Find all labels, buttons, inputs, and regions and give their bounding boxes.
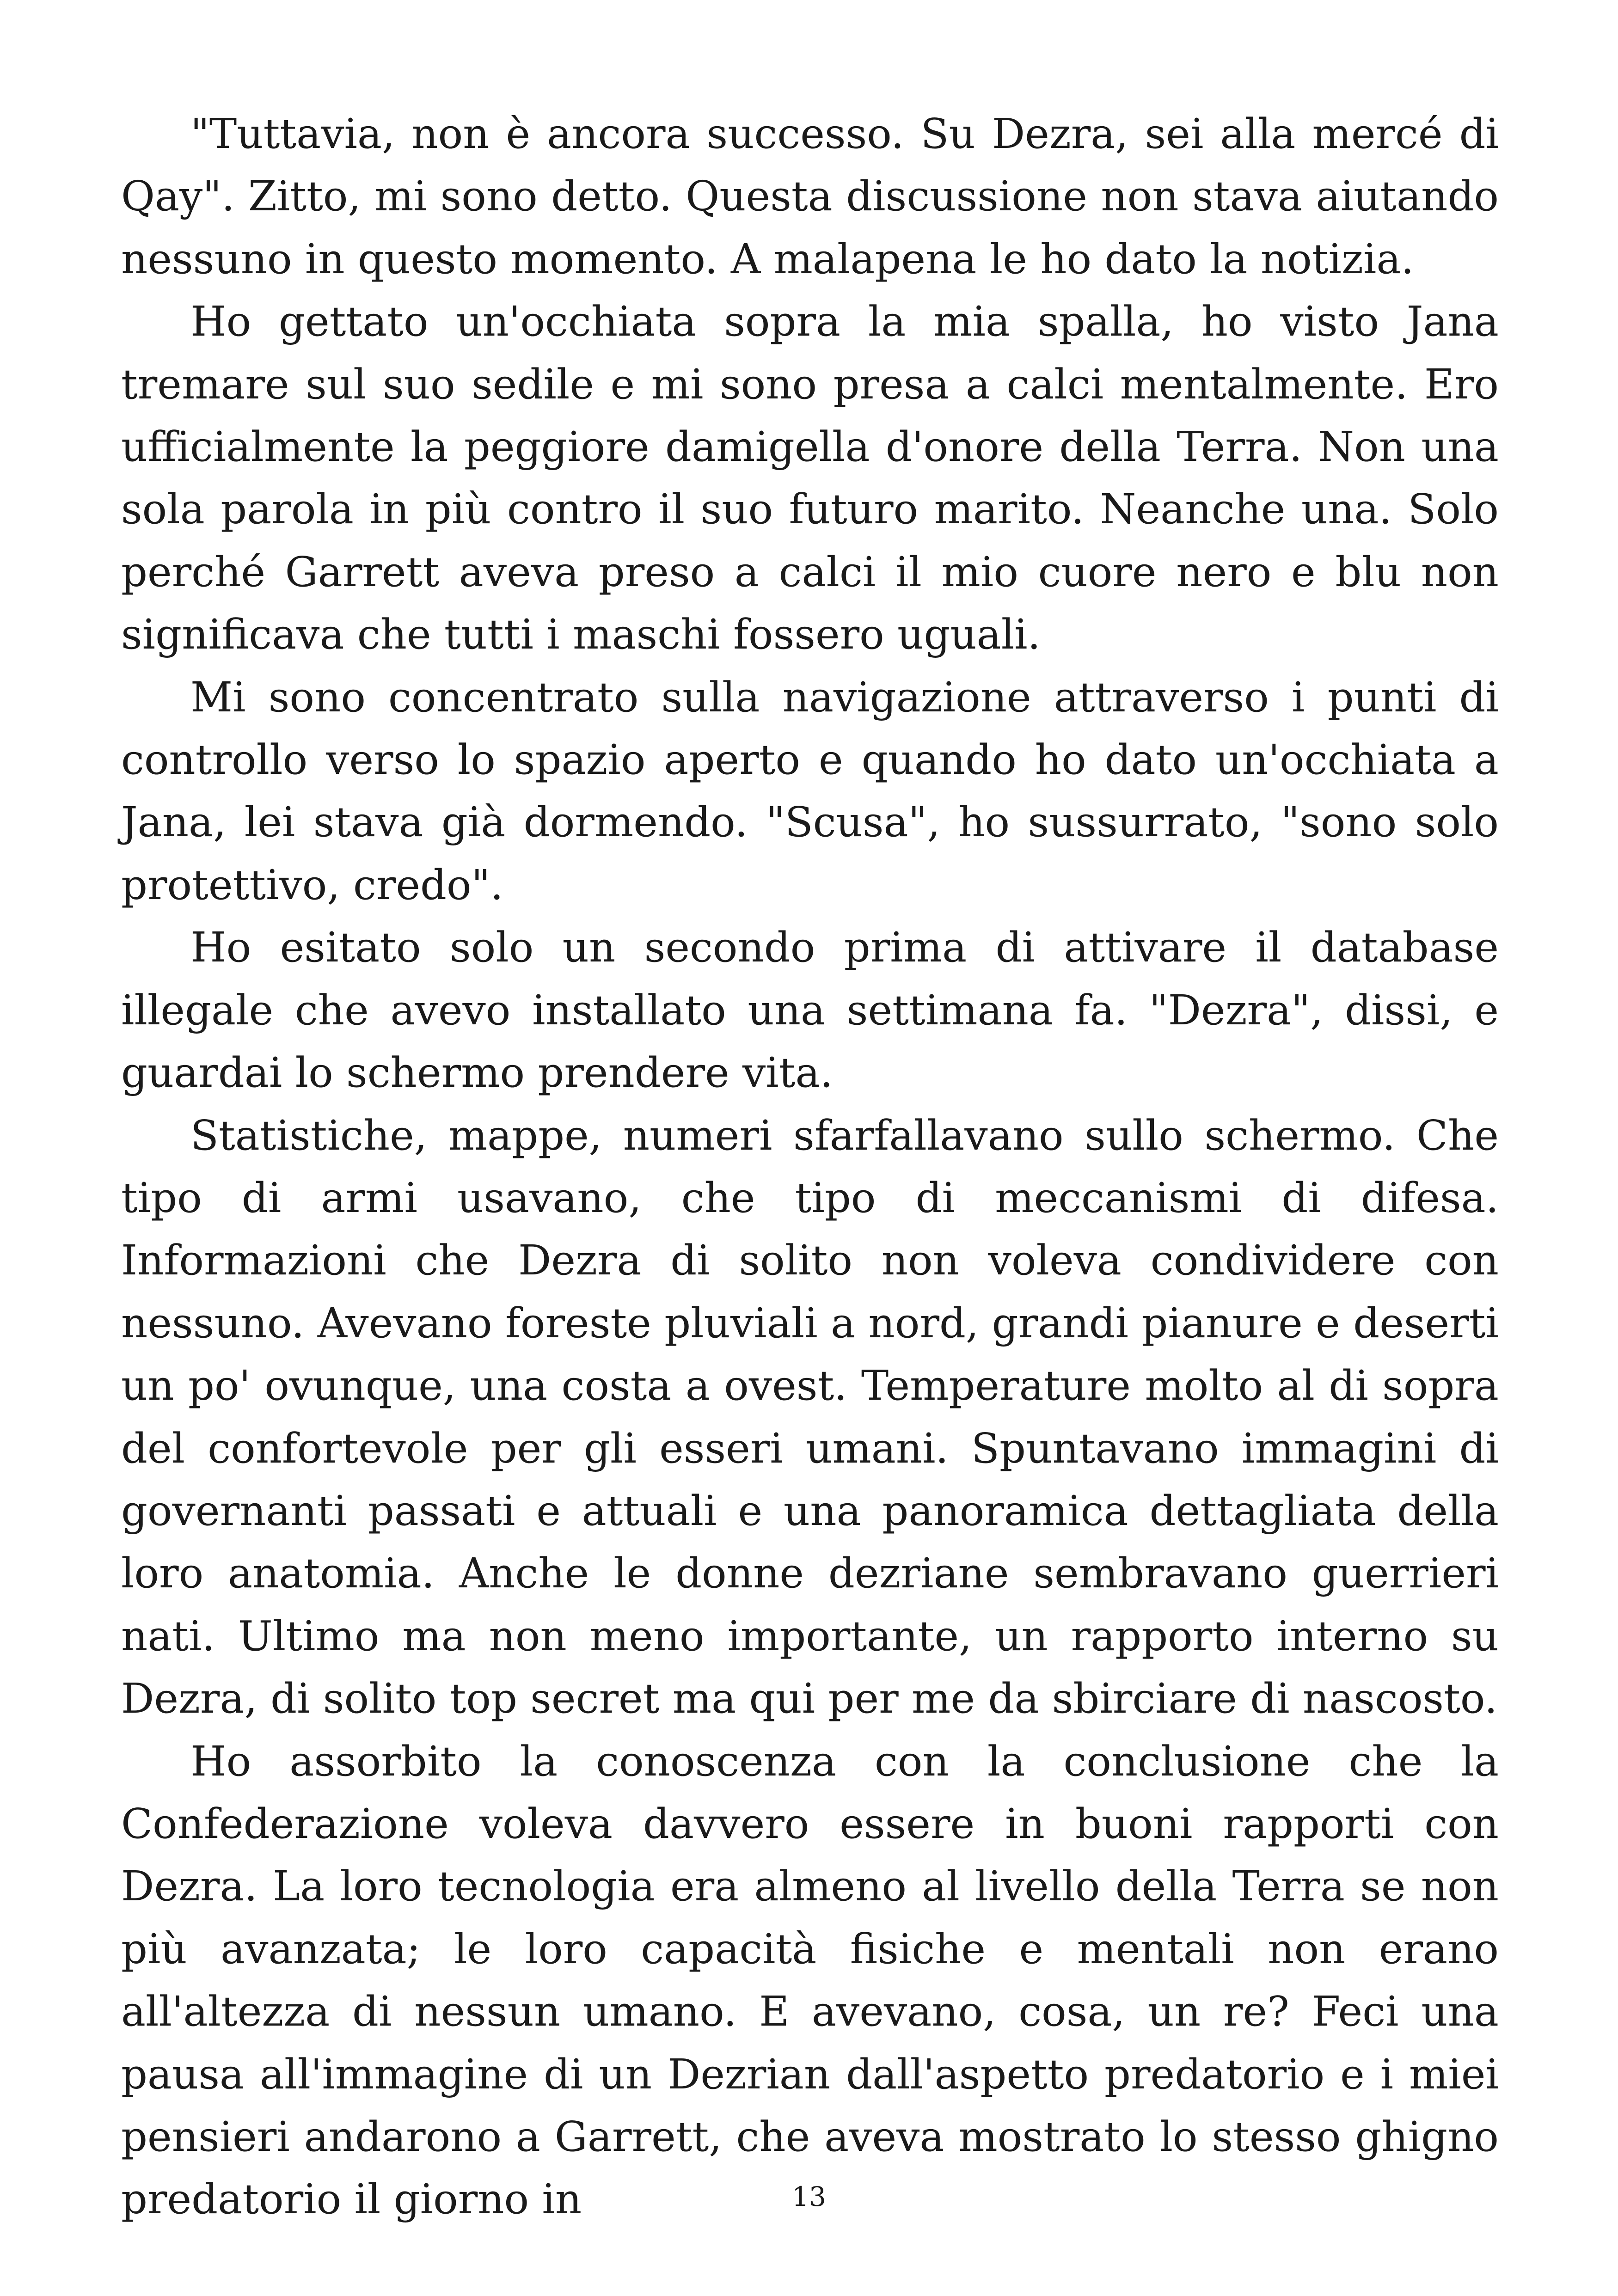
paragraph: Mi sono concentrato sulla navigazione attraverso i punti di controllo verso lo spazio aperto e quando ho dato un'occhiata a Jana, lei stava già dormendo. "Scusa", ho sussurrato, "sono solo protettivo, credo". — [121, 673, 1499, 909]
paragraph: Ho assorbito la conoscenza con la conclusione che la Confederazione voleva davvero essere in buoni rapporti con Dezra. La loro tecnologia era almeno al livello della Terra se non più avanzata; le loro capacità fisiche e mentali non erano all'altezza di nessun umano. E avevano, cosa, un re? Feci una pausa all'immagine di un Dezrian dall'aspetto predatorio e i miei pensieri andarono a Garrett, che aveva mostrato lo stesso ghigno predatorio il giorno in — [121, 1737, 1499, 2223]
paragraph: Statistiche, mappe, numeri sfarfallavano sullo schermo. Che tipo di armi usavano, che tipo di meccanismi di difesa. Informazioni che Dezra di solito non voleva condividere con nessuno. Avevano foreste pluviali a nord, grandi pianure e deserti un po' ovunque, una costa a ovest. Temperature molto al di sopra del confortevole per gli esseri umani. Spuntavano immagini di governanti passati e attuali e una panoramica dettagliata della loro anatomia. Anche le donne dezriane sembravano guerrieri nati. Ultimo ma non meno importante, un rapporto interno su Dezra, di solito top secret ma qui per me da sbirciare di nascosto. — [121, 1111, 1499, 1723]
page-number: 13 — [792, 2181, 826, 2212]
paragraph: Ho esitato solo un secondo prima di attivare il database illegale che avevo installato una settimana fa. "Dezra", dissi, e guardai lo schermo prendere vita. — [121, 923, 1499, 1097]
paragraph: "Tuttavia, non è ancora successo. Su Dezra, sei alla mercé di Qay". Zitto, mi sono detto. Questa discussione non stava aiutando nessuno in questo momento. A malapena le ho dato la notizia. — [121, 110, 1499, 283]
paragraph: Ho gettato un'occhiata sopra la mia spalla, ho visto Jana tremare sul suo sedile e mi sono presa a calci mentalmente. Ero ufficialmente la peggiore damigella d'onore della Terra. Non una sola parola in più contro il suo futuro marito. Neanche una. Solo perché Garrett aveva preso a calci il mio cuore nero e blu non significava che tutti i maschi fossero uguali. — [121, 297, 1499, 659]
body-text — [121, 103, 1499, 2231]
